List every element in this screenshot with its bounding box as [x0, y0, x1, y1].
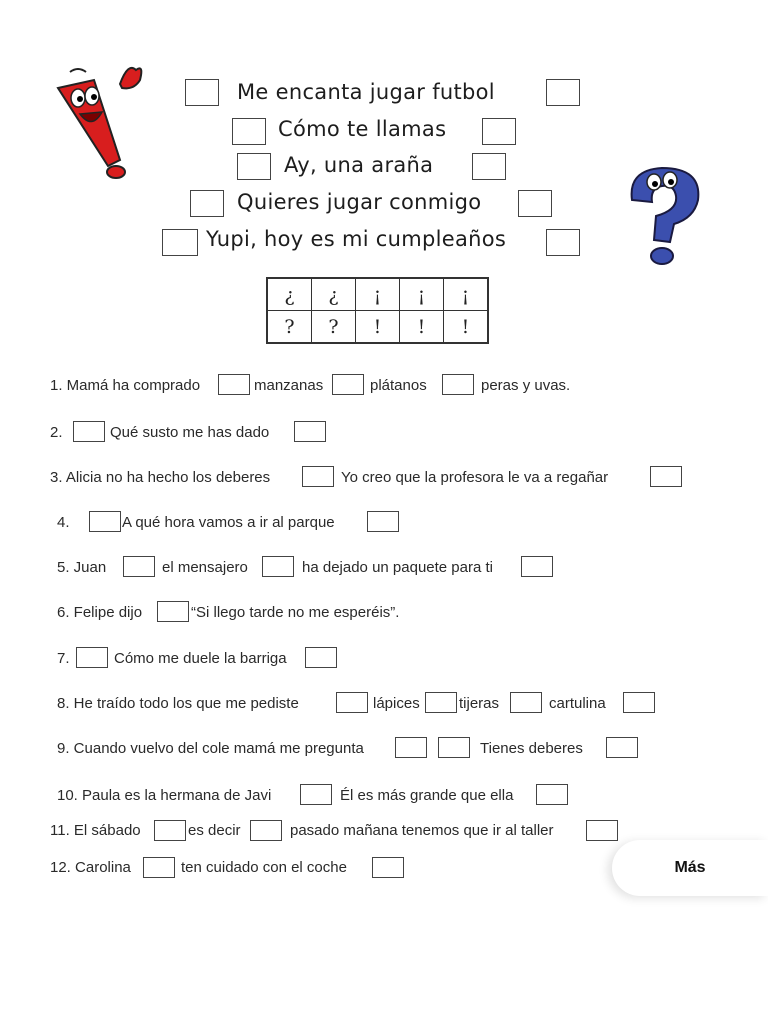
answer-box[interactable] [190, 190, 224, 217]
exercise-11-text: es decir [188, 822, 241, 839]
sign-cell: ? [312, 311, 356, 344]
sign-cell: ¿ [267, 278, 312, 311]
answer-box[interactable] [482, 118, 516, 145]
sign-cell: ! [356, 311, 400, 344]
exercise-8-text: tijeras [459, 695, 500, 712]
exercise-11-text: 11. El sábado [50, 822, 141, 839]
answer-box[interactable] [89, 511, 121, 532]
exercise-2-text: Qué susto me has dado [110, 424, 270, 441]
answer-box[interactable] [472, 153, 506, 180]
exercise-1-text: 1. Mamá ha comprado [50, 377, 201, 394]
sign-cell: ! [400, 311, 444, 344]
sign-cell: ¿ [312, 278, 356, 311]
answer-box[interactable] [250, 820, 282, 841]
exercise-2-text: 2. [50, 424, 63, 441]
exercise-5-text: ha dejado un paquete para ti [302, 559, 493, 576]
exercise-12-text: 12. Carolina [50, 859, 131, 876]
answer-box[interactable] [237, 153, 271, 180]
sign-cell: ? [267, 311, 312, 344]
answer-box[interactable] [143, 857, 175, 878]
answer-box[interactable] [518, 190, 552, 217]
exercise-8-text: cartulina [549, 695, 606, 712]
answer-box[interactable] [294, 421, 326, 442]
answer-box[interactable] [218, 374, 250, 395]
answer-box[interactable] [425, 692, 457, 713]
exercise-5-text: 5. Juan [57, 559, 107, 576]
answer-box[interactable] [305, 647, 337, 668]
exercise-1-text: manzanas [254, 377, 324, 394]
more-button-label: Más [674, 859, 706, 876]
answer-box[interactable] [123, 556, 155, 577]
sentence-3: Ay, una araña [284, 153, 434, 177]
answer-box[interactable] [332, 374, 364, 395]
sentence-4: Quieres jugar conmigo [237, 190, 482, 214]
question-mascot-icon [618, 160, 713, 270]
answer-box[interactable] [154, 820, 186, 841]
sentence-2: Cómo te llamas [278, 117, 447, 141]
exercise-1-text: plátanos [370, 377, 427, 394]
answer-box[interactable] [438, 737, 470, 758]
exercise-4-text: A qué hora vamos a ir al parque [122, 514, 335, 531]
answer-box[interactable] [162, 229, 198, 256]
answer-box[interactable] [650, 466, 682, 487]
exercise-9-text: 9. Cuando vuelvo del cole mamá me pregunta [57, 740, 364, 757]
answer-box[interactable] [586, 820, 618, 841]
answer-box[interactable] [262, 556, 294, 577]
answer-box[interactable] [606, 737, 638, 758]
exercise-6-text: “Si llego tarde no me esperéis”. [191, 604, 400, 621]
exercise-4-text: 4. [57, 514, 70, 531]
answer-box[interactable] [546, 229, 580, 256]
answer-box[interactable] [185, 79, 219, 106]
exercise-10-text: Él es más grande que ella [340, 787, 514, 804]
answer-box[interactable] [442, 374, 474, 395]
exercise-12-text: ten cuidado con el coche [181, 859, 347, 876]
exercise-11-text: pasado mañana tenemos que ir al taller [290, 822, 554, 839]
exercise-7-text: 7. [57, 650, 70, 667]
answer-box[interactable] [510, 692, 542, 713]
answer-box[interactable] [367, 511, 399, 532]
answer-box[interactable] [157, 601, 189, 622]
answer-box[interactable] [232, 118, 266, 145]
answer-box[interactable] [536, 784, 568, 805]
answer-box[interactable] [300, 784, 332, 805]
exercise-5-text: el mensajero [162, 559, 248, 576]
sign-cell: ¡ [444, 278, 489, 311]
sentence-5: Yupi, hoy es mi cumpleaños [206, 227, 507, 251]
exercise-3-text: Yo creo que la profesora le va a regañar [341, 469, 609, 486]
exercise-3-text: 3. Alicia no ha hecho los deberes [50, 469, 271, 486]
answer-box[interactable] [395, 737, 427, 758]
answer-box[interactable] [76, 647, 108, 668]
sign-cell: ¡ [400, 278, 444, 311]
exercise-8-text: 8. He traído todo los que me pediste [57, 695, 299, 712]
exercise-10-text: 10. Paula es la hermana de Javi [57, 787, 272, 804]
answer-box[interactable] [302, 466, 334, 487]
answer-box[interactable] [73, 421, 105, 442]
exercise-8-text: lápices [373, 695, 420, 712]
sentence-1: Me encanta jugar futbol [237, 80, 495, 104]
sign-cell: ¡ [356, 278, 400, 311]
answer-box[interactable] [336, 692, 368, 713]
answer-box[interactable] [623, 692, 655, 713]
exercise-1-text: peras y uvas. [481, 377, 571, 394]
sign-cell: ! [444, 311, 489, 344]
exclamation-mascot-icon [50, 50, 150, 180]
exercise-6-text: 6. Felipe dijo [57, 604, 143, 621]
answer-box[interactable] [521, 556, 553, 577]
exercise-7-text: Cómo me duele la barriga [114, 650, 287, 667]
answer-box[interactable] [372, 857, 404, 878]
exercise-9-text: Tienes deberes [480, 740, 583, 757]
punctuation-table [266, 277, 489, 344]
more-button[interactable] [612, 840, 768, 896]
answer-box[interactable] [546, 79, 580, 106]
